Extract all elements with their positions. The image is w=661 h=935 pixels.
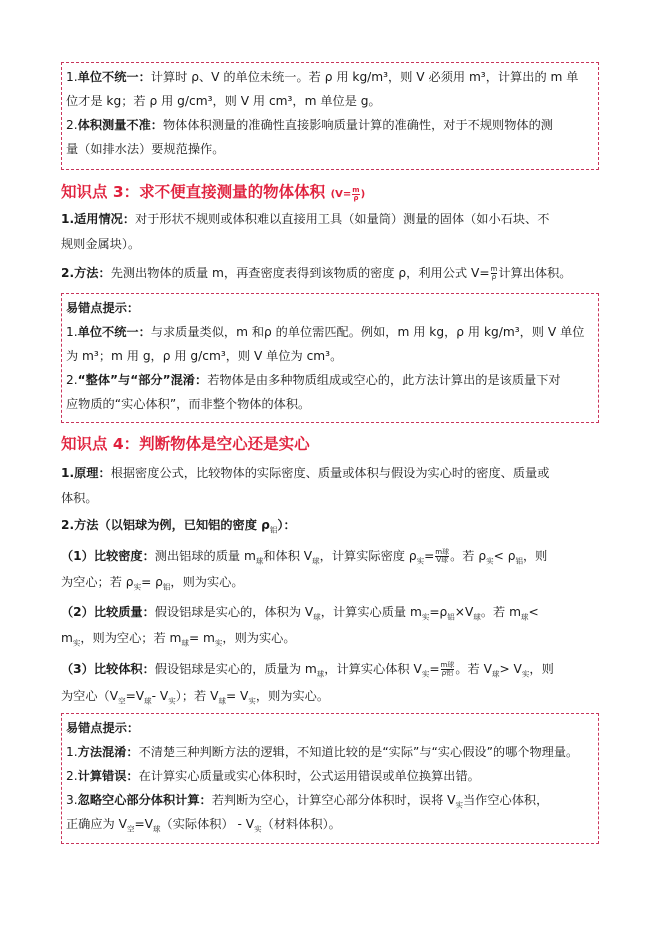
tip-text: 正确应为 V: [66, 817, 127, 831]
tips-box-1: [61, 62, 599, 170]
fraction-numerator: m球: [440, 661, 455, 669]
method-text: 。若 ρ: [450, 549, 487, 563]
para-text: 2.方法（以铝球为例，已知铝的密度 ρ: [61, 518, 270, 532]
method-text: 为空心（V: [61, 689, 119, 703]
tip-label: 单位不统一：: [77, 70, 151, 84]
method-text: ，计算实际密度 ρ: [319, 549, 417, 563]
subscript: 实: [421, 669, 430, 679]
tip-line: [66, 812, 592, 836]
inline-fraction: [441, 662, 455, 677]
tip-text: 计算时 ρ、V 的单位未统一。若 ρ 用 kg/m³，则 V 必须用 m³，计算出的 m 单: [150, 70, 579, 84]
para-label: 2.方法：: [61, 266, 111, 280]
method-text: 。若 V: [455, 662, 492, 676]
paragraph: [61, 516, 296, 539]
tip-number: 1.: [66, 70, 78, 84]
para-label: 1.原理：: [61, 466, 111, 480]
tip-label: 单位不统一：: [77, 325, 151, 339]
method-text: = m: [188, 631, 215, 645]
method-text: =V: [125, 689, 145, 703]
fraction-denominator: V球: [436, 556, 449, 564]
tip-line: [66, 320, 592, 344]
tips-box-2: [61, 293, 599, 423]
method-text: =: [429, 662, 440, 676]
paragraph: [61, 210, 549, 228]
subscript: 球: [473, 612, 481, 622]
method-volume-cont: [61, 687, 329, 710]
tip-line: 应物质的“实心体积”，而非整个物体的体积。: [66, 397, 311, 411]
subscript: 实: [214, 638, 223, 648]
para-text: ）：: [277, 518, 296, 532]
tip-text: 若物体是由多种物质组成或空心的，此方法计算出的是该质量下对: [207, 373, 561, 387]
heading-text: 知识点 4：判断物体是空心还是实心: [61, 435, 310, 453]
fraction-denominator: ρ: [491, 273, 497, 281]
tip-text: 与求质量类似，m 和ρ 的单位需匹配。例如，m 用 kg，ρ 用 kg/m³，则 V 单位: [150, 325, 585, 339]
subscript: 球: [520, 612, 529, 622]
inline-fraction: [491, 266, 498, 281]
fraction-denominator: ρ铝: [441, 669, 454, 677]
formula-numerator: m: [352, 185, 360, 194]
subscript: 铝: [515, 556, 523, 566]
tip-text: （实际体积） - V: [160, 817, 255, 831]
tip-line: 为 m³；m 用 g，ρ 用 g/cm³，则 V 单位为 cm³。: [66, 349, 343, 363]
method-mass-cont: [61, 629, 296, 652]
tip-text: 不清楚三种判断方法的逻辑，不知道比较的是“实际”与“实心假设”的哪个物理量。: [138, 745, 579, 759]
tip-text: 若判断为空心，计算空心部分体积时，误将 V: [211, 793, 456, 807]
paragraph: 规则金属块）。: [61, 237, 141, 251]
tip-line: 位才是 kg；若 ρ 用 g/cm³，则 V 用 cm³，m 单位是 g。: [66, 94, 381, 108]
tip-line: 量（如排水法）要规范操作。: [66, 142, 225, 156]
tip-text: （材料体积）。: [261, 817, 341, 831]
tip-line: [66, 764, 592, 788]
fraction-numerator: m: [490, 265, 498, 273]
tip-label: 计算错误：: [77, 769, 139, 783]
tip-label: 体积测量不准：: [77, 118, 163, 132]
subscript: 实: [486, 556, 494, 566]
method-text: 为空心；若 ρ: [61, 575, 134, 589]
paragraph: [61, 464, 549, 482]
tips-box-3: [61, 713, 599, 844]
subscript: 实: [416, 556, 425, 566]
method-text: ，则为实心。: [255, 689, 330, 703]
subscript: 实: [521, 669, 530, 679]
subscript: 铝: [162, 582, 171, 592]
subscript: 球: [218, 696, 226, 706]
subscript: 球: [312, 556, 320, 566]
tip-number: 3.: [66, 793, 78, 807]
method-text: = V: [225, 689, 249, 703]
subscript: 实: [455, 800, 463, 810]
method-label: （1）比较密度：: [61, 549, 155, 563]
tips-title: 易错点提示：: [66, 721, 140, 735]
method-text: 测出铝球的质量 m: [154, 549, 256, 563]
method-text: ，则: [529, 662, 554, 676]
method-label: （3）比较体积: [61, 662, 143, 676]
method-label: ：: [142, 662, 155, 676]
subscript: 空: [118, 696, 126, 706]
method-text: < ρ: [493, 549, 516, 563]
tip-label: “整体”与“部分”混淆：: [77, 373, 208, 387]
tip-number: 1.: [66, 745, 78, 759]
method-text: ，则为实心。: [170, 575, 244, 589]
subscript: 球: [144, 696, 152, 706]
tip-text: 在计算实心质量或实心体积时，公式运用错误或单位换算出错。: [138, 769, 480, 783]
subscript: 球: [255, 556, 264, 566]
tip-text: 当作空心体积，: [462, 793, 549, 807]
method-text: > V: [499, 662, 522, 676]
section-heading-3: [61, 180, 365, 202]
formula-fraction: [352, 187, 359, 202]
tip-number: 2.: [66, 373, 78, 387]
method-volume: [61, 660, 554, 683]
tip-line: [66, 65, 592, 89]
method-text: ，计算实心体积 V: [324, 662, 422, 676]
para-text: 对于形状不规则或体积难以直接用工具（如量筒）测量的固体（如小石块、不: [135, 212, 550, 226]
tips-title: 易错点提示：: [66, 301, 140, 315]
subscript: 球: [181, 638, 189, 648]
fraction-numerator: m球: [435, 548, 450, 556]
heading-formula: [330, 185, 366, 202]
para-label: 1.适用情况：: [61, 212, 136, 226]
method-text: 假设铝球是实心的，体积为 V: [154, 605, 314, 619]
method-text: ，则为空心；若 m: [80, 631, 182, 645]
subscript: 实: [72, 638, 81, 648]
method-text: =ρ: [429, 605, 448, 619]
subscript: 球: [153, 824, 161, 834]
para-text: 计算出体积。: [498, 266, 572, 280]
method-text: ，计算实心质量 m: [320, 605, 422, 619]
tip-number: 1.: [66, 325, 78, 339]
subscript: 实: [421, 612, 430, 622]
subscript: 铝: [447, 612, 455, 622]
tip-line: [66, 113, 592, 137]
subscript: 球: [491, 669, 500, 679]
subscript: 实: [248, 696, 256, 706]
method-text: ×V: [454, 605, 474, 619]
method-text: ）；若 V: [175, 689, 219, 703]
tip-line: [66, 788, 592, 812]
method-density-cont: [61, 573, 244, 596]
method-mass: [61, 603, 539, 626]
section-heading-4: [61, 432, 310, 454]
formula-prefix: (V=: [330, 189, 352, 200]
method-label: （2）比较质量：: [61, 605, 155, 619]
method-text: ，则: [522, 549, 548, 563]
para-text: 根据密度公式，比较物体的实际密度、质量或体积与假设为实心时的密度、质量或: [110, 466, 550, 480]
method-density: [61, 547, 547, 570]
tip-line: [66, 740, 592, 764]
method-text: <: [528, 605, 539, 619]
method-text: m: [61, 631, 73, 645]
formula-suffix: ): [360, 189, 366, 200]
subscript: 实: [133, 582, 142, 592]
inline-fraction: [435, 549, 449, 564]
method-text: =: [424, 549, 435, 563]
method-text: - V: [151, 689, 169, 703]
method-text: 和体积 V: [263, 549, 313, 563]
para-text: 先测出物体的质量 m，再查密度表得到该物质的密度 ρ，利用公式 V=: [110, 266, 490, 280]
paragraph: [61, 264, 571, 282]
tip-text: =V: [134, 817, 154, 831]
subscript: 球: [316, 669, 325, 679]
paragraph: 体积。: [61, 491, 98, 505]
method-text: 。若 m: [480, 605, 521, 619]
subscript: 实: [168, 696, 176, 706]
method-text: 假设铝球是实心的，质量为 m: [154, 662, 317, 676]
subscript: 空: [126, 824, 135, 834]
method-text: ，则为实心。: [222, 631, 296, 645]
tip-line: [66, 368, 592, 392]
tip-number: 2.: [66, 769, 78, 783]
tip-number: 2.: [66, 118, 78, 132]
tip-text: 物体体积测量的准确性直接影响质量计算的准确性，对于不规则物体的测: [162, 118, 553, 132]
subscript: 实: [254, 824, 262, 834]
tip-label: 忽略空心部分体积计算：: [77, 793, 212, 807]
subscript: 铝: [269, 525, 278, 535]
formula-denominator: ρ: [353, 193, 359, 202]
method-text: = ρ: [141, 575, 163, 589]
subscript: 球: [313, 612, 321, 622]
tip-label: 方法混淆：: [77, 745, 139, 759]
heading-text: 知识点 3：求不便直接测量的物体体积: [61, 183, 326, 201]
